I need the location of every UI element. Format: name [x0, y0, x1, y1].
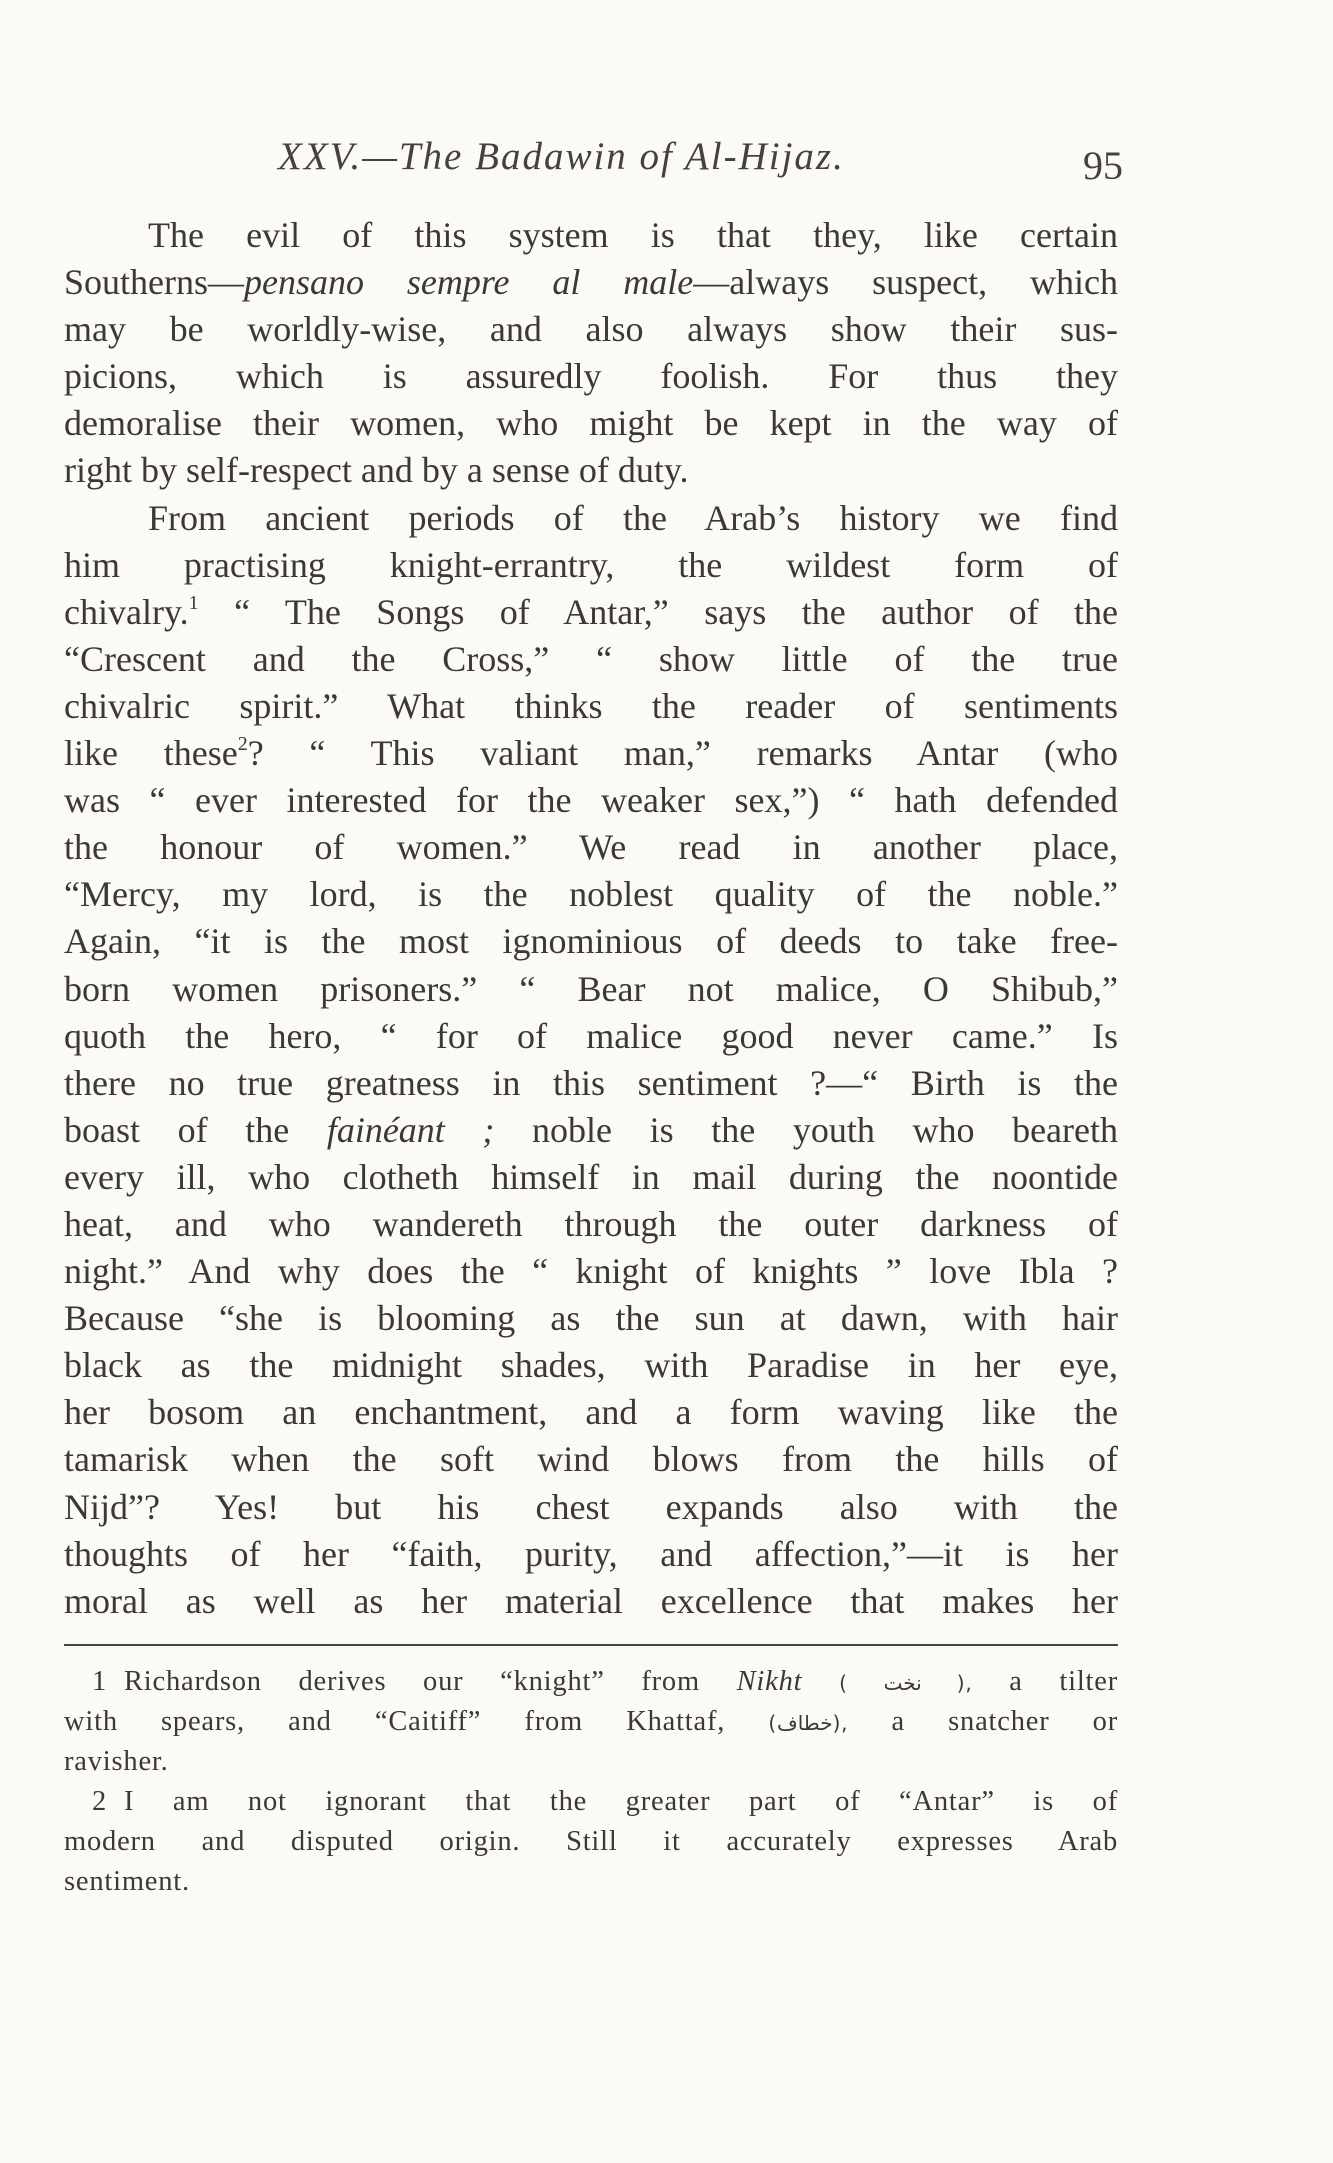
text-line: “Mercy, my lord, is the noblest quality of the noble.” — [64, 874, 1118, 915]
text-run: noble is the youth who beareth — [494, 1109, 1118, 1150]
footnotes — [64, 1662, 1118, 1902]
text-line: every ill, who clotheth himself in mail during the noontide — [64, 1156, 1118, 1197]
text-line: “Crescent and the Cross,” “ show little of the true — [64, 638, 1118, 679]
text-run: —always suspect, which — [693, 262, 1118, 303]
footnote-1-line — [64, 1702, 1118, 1742]
italic-phrase: fainéant ; — [326, 1109, 495, 1150]
text-line: picions, which is assuredly foolish. For thus they — [64, 356, 1118, 397]
page-number: 95 — [1083, 143, 1123, 188]
footnote-2-line: sentiment. — [64, 1866, 190, 1897]
arabic-word: ( نخت ), — [839, 1671, 973, 1695]
text-run: with spears, and “Caitiff” from Khattaf, — [64, 1706, 769, 1737]
body-text — [64, 212, 1118, 1625]
text-line: black as the midnight shades, with Paradise in her eye, — [64, 1345, 1118, 1386]
running-title: XXV.—The Badawin of Al-Hijaz. — [278, 135, 845, 178]
text-run: boast of the — [64, 1109, 327, 1150]
text-run: “ The Songs of Antar,” says the author of the — [198, 591, 1118, 632]
text-line: chivalric spirit.” What thinks the reader of sentiments — [64, 685, 1118, 726]
text-line: thoughts of her “faith, purity, and affection,”—it is her — [64, 1533, 1118, 1574]
text-line: Nijd”? Yes! but his chest expands also with the — [64, 1486, 1118, 1527]
text-line: heat, and who wandereth through the outer darkness of — [64, 1203, 1118, 1244]
text-line: him practising knight-errantry, the wildest form of — [64, 544, 1118, 585]
text-line: the honour of women.” We read in another place, — [64, 827, 1118, 868]
text-run: like these — [64, 733, 238, 774]
text-line — [64, 589, 1118, 636]
text-run: Southerns— — [64, 262, 244, 303]
italic-phrase: pensano sempre al male — [244, 262, 694, 303]
text-line — [64, 1107, 1118, 1154]
running-head — [64, 128, 1123, 188]
text-run: a snatcher or — [848, 1706, 1118, 1737]
footnote-2-line: modern and disputed origin. Still it accurately expresses Arab — [64, 1826, 1118, 1857]
text-line: quoth the hero, “ for of malice good never came.” Is — [64, 1015, 1118, 1056]
text-line: her bosom an enchantment, and a form waving like the — [64, 1392, 1118, 1433]
footnote-divider — [64, 1644, 1118, 1646]
text-line: was “ ever interested for the weaker sex,”) “ hath defended — [64, 780, 1118, 821]
text-run: Richardson derives our “knight” from — [124, 1666, 737, 1697]
book-page — [64, 0, 1123, 2163]
text-line: born women prisoners.” “ Bear not malice, O Shibub,” — [64, 968, 1118, 1009]
text-line: Because “she is blooming as the sun at dawn, with hair — [64, 1298, 1118, 1339]
text-line: may be worldly-wise, and also always show their sus- — [64, 309, 1118, 350]
text-line: Again, “it is the most ignominious of deeds to take free- — [64, 921, 1118, 962]
text-line: demoralise their women, who might be kept in the way of — [64, 403, 1118, 444]
text-line: there no true greatness in this sentiment ?—“ Birth is the — [64, 1062, 1118, 1103]
arabic-word: (خطاف), — [768, 1711, 849, 1735]
text-run: I am not ignorant that the greater part of “Antar” is of — [124, 1786, 1118, 1817]
footnote-number: 2 — [92, 1786, 108, 1817]
text-line: The evil of this system is that they, like certain — [148, 215, 1118, 255]
text-line: night.” And why does the “ knight of knights ” love Ibla ? — [64, 1251, 1118, 1292]
text-line — [64, 259, 1118, 306]
text-line: tamarisk when the soft wind blows from the hills of — [64, 1439, 1118, 1480]
italic-word: Nikht — [736, 1666, 803, 1697]
text-run: a tilter — [972, 1666, 1118, 1697]
text-line: moral as well as her material excellence that makes her — [64, 1580, 1118, 1621]
footnote-number: 1 — [92, 1666, 108, 1697]
footnote-2-line — [64, 1782, 1118, 1822]
text-line: right by self-respect and by a sense of duty. — [64, 450, 689, 491]
text-line — [64, 730, 1118, 777]
text-line: From ancient periods of the Arab’s history we find — [148, 497, 1118, 538]
footnote-ref-1: 1 — [188, 591, 199, 614]
footnote-1-line — [64, 1662, 1118, 1702]
footnote-1-line: ravisher. — [64, 1746, 169, 1777]
text-run: chivalry. — [64, 591, 189, 632]
footnote-ref-2: 2 — [237, 733, 248, 756]
text-run: ? “ This valiant man,” remarks Antar (who — [247, 733, 1118, 774]
